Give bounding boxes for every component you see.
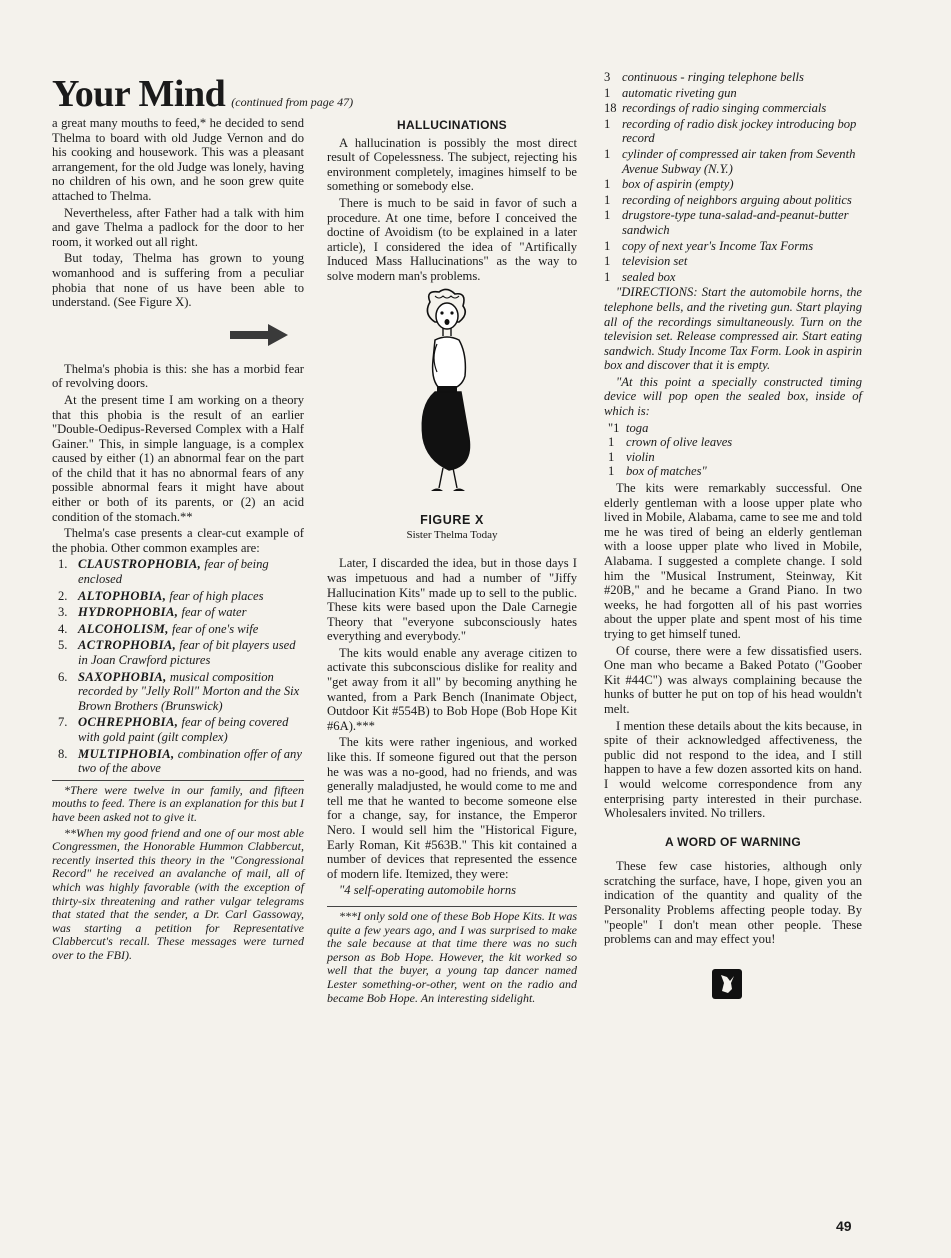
paragraph: "4 self-operating automobile horns [339,883,517,898]
paragraph: I mention these details about the kits because, in spite of their acknowledged affectiveness, the public did not respond to the idea, and I still happen to have a few dozen assorted kits on hand. I would welcome correspondence from any enterprising party interested in their purchase. Wholesalers invited. No trillers. [604,718,862,821]
list-item: 18 recordings of radio singing commercials [604,101,827,116]
title-continued: (continued from page 47) [231,95,354,109]
list-item: 1 recording of radio disk jockey introducing bop record [604,116,857,146]
woman-illustration [397,288,507,504]
paragraph: The kits were rather ingenious, and worked like this. If someone figured out that the person he was was a no-good, had no friends, and was generally maladjusted, he would come to me and tell me that he wanted to become someone else for a change, say, for instance, the Emperor Nero. I would sell him the "Historical Figure, Early Roman, Kit #563B." This kit contained a number of devices that represented the essence of modern life. Itemized, they were: [327,735,577,881]
figure-illustration [327,288,577,508]
column-left [52,116,304,964]
paragraph: There is much to be said in favor of such a procedure. At one time, before I conceived the doctine of Avoidism (to be explained in a later article), I considered the idea of "Artifically Induced Mass Hallucinations" as the way to solve modern man's problems. [327,195,577,283]
section-heading: A WORD OF WARNING [665,834,801,849]
paragraph: a great many mouths to feed,* he decided to send Thelma to board with old Judge Vernon and do his cooking and housework. This was a pleasant arrangement, for the old Judge was lonely, having no children of his own, and he soon grew quite attached to Thelma. [52,116,304,203]
list-item: 4. ALCOHOLISM, fear of one's wife [58,621,259,636]
arrow-right-icon [228,322,290,348]
figure-subcaption: Sister Thelma Today [406,528,498,541]
paragraph: Of course, there were a few dissatisfied users. One man who became a Baked Potato ("Goober Kit #44C") was always complaining because the hunks of butter he put on top of his head wouldn't melt. [604,643,862,716]
paragraph: At the present time I am working on a theory that this phobia is the result of an earlier "Double-Oedipus-Reversed Complex with a Half Gainer." This, in simple language, is a complex caused by either (1) an abnormal fear on the part of the child that it has no abnormal fears of any possible abnormal fears it might have about either or both of its parents, or (2) an acid condition of the stomach.** [52,392,304,524]
paragraph: These few case histories, although only scratching the surface, have, I hope, given you an indication of the quantity and quality of the Personality Problems affecting people today. By "people" I don't mean other people. These problems can and may effect you! [604,859,862,947]
list-item: 5. ACTROPHOBIA, fear of bit players used in Joan Crawford pictures [58,638,296,667]
article-title [52,72,353,116]
column-right [604,70,862,999]
paragraph: The kits would enable any average citizen to activate this subconscious dislike for reality and "get away from it all" by becoming anything he wanted, from a Park Bench (Inanimate Object, Outdoor Kit #554B) to Bob Hope (Bob Hope Kit #6A).*** [327,645,577,733]
paragraph: "At this point a specially constructed timing device will pop open the sealed box, inside of which is: [604,374,862,419]
list-item: 1 box of aspirin (empty) [604,177,734,192]
list-item: 1 sealed box [604,269,676,284]
list-item: 1 copy of next year's Income Tax Forms [604,238,814,253]
list-item: 3 continuous - ringing telephone bells [604,70,804,84]
phobia-list [52,557,304,775]
list-item: 1 crown of olive leaves [608,435,733,450]
footnote-divider [327,906,577,907]
page-number: 49 [836,1218,852,1234]
list-item: 1 drugstore-type tuna-salad-and-peanut-butter sandwich [604,208,849,237]
directions-paragraph: "DIRECTIONS: Start the automobile horns, the telephone bells, and the riveting gun. Start playing all of the recordings simultaneously. Turn on the television set. Release compressed air. Start eating sandwich. Study Income Tax Form. Look in aspirin box and discover that it is empty. [604,285,862,373]
list-item: 1 television set [604,254,688,269]
list-item: 3. HYDROPHOBIA, fear of water [58,605,247,620]
title-main: Your Mind [52,73,226,115]
paragraph: Thelma's case presents a clear-cut example of the phobia. Other common examples are: [52,526,304,555]
list-item: 7. OCHREPHOBIA, fear of being covered with gold paint (gilt complex) [58,715,289,744]
list-item: "1 toga [608,420,649,435]
list-item: 2. ALTOPHOBIA, fear of high places [58,588,264,603]
paragraph: Later, I discarded the idea, but in those days I was impetuous and had a number of "Jiffy Hallucination Kits" made up to sell to the public. These kits were based upon the Dale Carnegie Theory that "everyone subconsciously hates everything and everybody." [327,556,577,644]
box-contents-list [604,421,862,479]
figure-caption: FIGURE X [420,513,484,528]
paragraph: But today, Thelma has grown to young womanhood and is suffering from a peculiar phobia that none of us have been able to understand. (See Figure X). [52,251,304,310]
list-item: 6. SAXOPHOBIA, musical composition recorded by "Jelly Roll" Morton and the Six Brown Brothers (Brunswick) [58,669,300,713]
section-heading: HALLUCINATIONS [397,118,507,132]
list-item: 1 recording of neighbors arguing about politics [604,192,852,207]
footnote: **When my good friend and one of our most able Congressmen, the Honorable Hummon Clabbercut, recently inserted this theory in the "Congressional Record" he received an avalanche of mail, all of which was highly favorable (with the exception of thirty-six threatening and rather vulgar telegrams that stated that the sender, a Dr. Carl Gassoway, was starting a petition for Representative Clabbercut's recall. These messages were turned over to the FBI). [52,825,304,962]
footnote: ***I only sold one of these Bob Hope Kits. It was quite a few years ago, and I was surprised to make the sale because at that time there was no such person as Bob Hope. However, the kit worked so well that the buyer, a young tap dancer named Lester something-or-other, went on the radio and became Bob Hope. An interesting sidelight. [327,908,577,1005]
list-item: 1 box of matches" [608,464,707,479]
kit-items-list [604,70,862,284]
list-item: 1 violin [608,449,655,464]
paragraph: Nevertheless, after Father had a talk with him and gave Thelma a padlock for the door to her room, it worked out all right. [52,205,304,249]
footnote: *There were twelve in our family, and fifteen mouths to feed. There is an explanation for this but I have been asked not to give it. [52,782,304,824]
list-item: 1 cylinder of compressed air taken from Seventh Avenue Subway (N.Y.) [604,146,856,176]
footnote-divider [52,780,304,781]
list-item: 8. MULTIPHOBIA, combination offer of any two of the above [58,746,302,776]
rabbit-logo-icon [712,969,742,999]
paragraph: The kits were remarkably successful. One elderly gentleman with a loose upper plate who lived in Mobile, Alabama, came to see me and told me he was tired of being an elderly gentleman with a loose upper plate who lived in Mobile, Alabama. I suggested a complete change. I sold him the "Musical Instrument, Steinway, Kit #20B," and he became a Grand Piano. In two weeks, he had forgotten all of his past worries about the upper plate and spent most of his time trying to get himself tuned. [604,481,862,641]
paragraph: Thelma's phobia is this: she has a morbid fear of revolving doors. [52,361,304,391]
list-item: 1 automatic riveting gun [604,85,737,100]
paragraph: A hallucination is possibly the most direct result of Copelessness. The subject, rejecting his environment completely, imagines himself to be something or somebody else. [327,135,577,194]
list-item: 1. CLAUSTROPHOBIA, fear of being enclosed [58,557,269,587]
column-middle [327,118,577,1007]
